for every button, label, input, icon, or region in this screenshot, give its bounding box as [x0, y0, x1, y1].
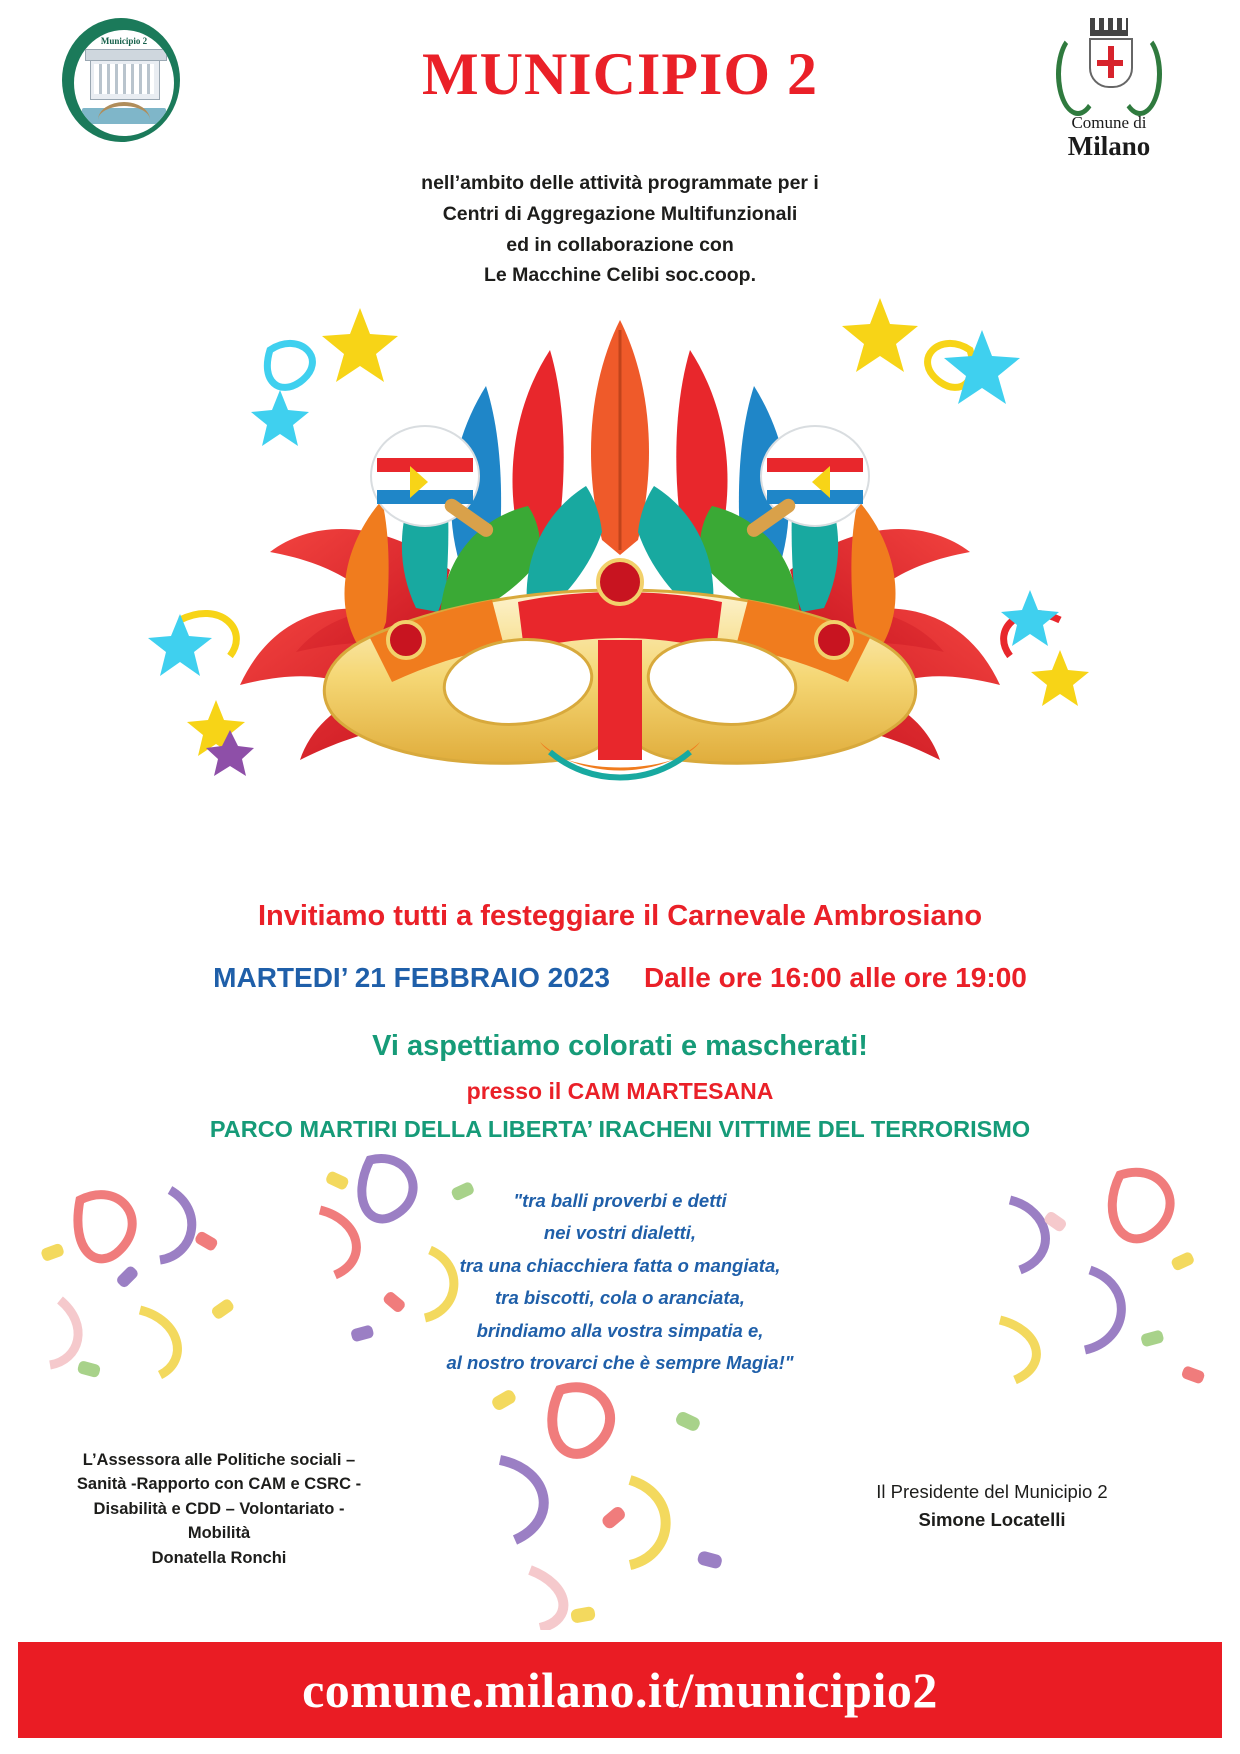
event-hours: Dalle ore 16:00 alle ore 19:00 [643, 962, 1027, 993]
presidente-name: Simone Locatelli [918, 1508, 1066, 1530]
venue-line: presso il CAM MARTESANA [466, 1078, 774, 1104]
assessora-role-line-3: Disabilità e CDD – Volontariato - [93, 1499, 345, 1518]
address-line: PARCO MARTIRI DELLA LIBERTA’ IRACHENI VITTIME DEL TERRORISMO [209, 1116, 1031, 1142]
confetti-cluster-left [20, 1160, 260, 1400]
waiting-line: Vi aspettiamo colorati e mascherati! [372, 1030, 868, 1062]
poem-line-3: tra una chiacchiera fatta o mangiata, [459, 1254, 781, 1276]
presidente-role: Il Presidente del Municipio 2 [876, 1481, 1108, 1502]
shield-icon [1089, 38, 1133, 88]
logo-band-text: Municipio 2 [100, 36, 148, 46]
comune-label-line1: Comune di [1071, 113, 1147, 132]
subhead-block [0, 168, 1240, 291]
website-url[interactable]: comune.milano.it/municipio2 [302, 1662, 938, 1718]
invite-line: Invitiamo tutti a festeggiare il Carnevale Ambrosiano [257, 900, 983, 932]
page-title: MUNICIPIO 2 [422, 41, 818, 107]
crown-icon [1090, 18, 1128, 36]
poem-line-4: tra biscotti, cola o aranciata, [495, 1287, 745, 1309]
confetti-svg-left [20, 1160, 260, 1400]
carnival-mask-illustration [0, 290, 1240, 790]
comune-label-line2: Milano [1067, 130, 1151, 161]
poem-line-6: al nostro trovarci che è sempre Magia!" [446, 1351, 794, 1373]
subhead-line-4: Le Macchine Celibi soc.coop. [484, 264, 756, 287]
mask-svg [120, 290, 1120, 790]
subhead-line-3: ed in collaborazione con [506, 233, 734, 256]
assessora-role-line-2: Sanità -Rapporto con CAM e CSRC - [76, 1475, 362, 1494]
assessora-role-line-1: L’Assessora alle Politiche sociali – [82, 1451, 356, 1469]
event-date: MARTEDI’ 21 FEBBRAIO 2023 [213, 962, 610, 993]
assessora-name: Donatella Ronchi [151, 1548, 287, 1567]
subhead-line-2: Centri di Aggregazione Multifunzionali [442, 202, 798, 225]
poster-header [0, 0, 1240, 160]
subhead-line-1: nell’ambito delle attività programmate per i [421, 172, 819, 194]
crest-icon [1034, 16, 1184, 114]
confetti-svg-center-top [300, 1140, 520, 1380]
signature-left [54, 1448, 384, 1570]
confetti-svg-right [970, 1150, 1220, 1400]
confetti-cluster-center-top [300, 1140, 520, 1380]
signature-right [802, 1478, 1182, 1534]
footer-bar [18, 1642, 1222, 1738]
event-datetime-line [0, 962, 1240, 994]
confetti-svg-center-bottom [470, 1370, 750, 1630]
poem-line-2: nei vostri dialetti, [543, 1222, 697, 1244]
poem-line-5: brindiamo alla vostra simpatia e, [476, 1319, 764, 1341]
confetti-cluster-right [970, 1150, 1220, 1400]
comune-di-milano-logo [1034, 16, 1184, 160]
assessora-role-line-4: Mobilità [187, 1524, 251, 1543]
poem-line-1: "tra balli proverbi e detti [513, 1190, 727, 1211]
confetti-cluster-center-bottom [470, 1370, 750, 1630]
